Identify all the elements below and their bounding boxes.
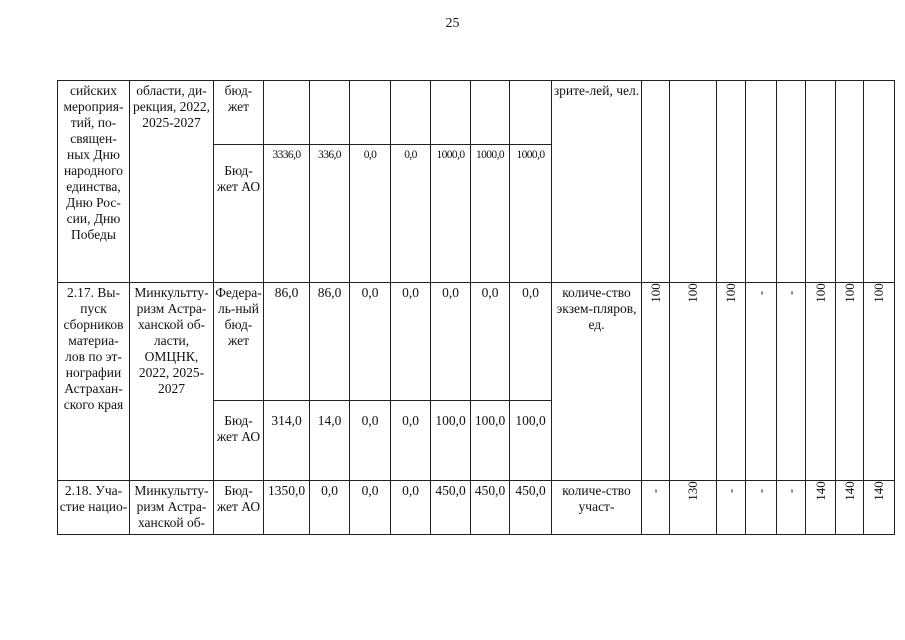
funding-source: Бюд-жет АО xyxy=(214,145,264,283)
target-value: 100 xyxy=(841,283,857,303)
target-value: 140 xyxy=(812,481,828,501)
value-cell: 86,0 xyxy=(310,283,350,401)
value-cell: 0,0 xyxy=(391,145,431,283)
target-value: 100 xyxy=(685,283,700,303)
funding-source: Бюд-жет АО xyxy=(214,401,264,481)
value-cell: 1350,0 xyxy=(264,481,310,535)
target-cell xyxy=(717,283,746,481)
target-value: - xyxy=(783,488,798,494)
target-cell xyxy=(777,283,806,481)
value-cell: 336,0 xyxy=(310,145,350,283)
value-cell: 0,0 xyxy=(350,481,391,535)
page-number: 25 xyxy=(445,16,460,31)
target-cell xyxy=(642,481,670,535)
value-cell: 0,0 xyxy=(350,145,391,283)
target-cell xyxy=(836,81,864,283)
table-row xyxy=(58,481,895,535)
value-cell: 0,0 xyxy=(510,283,552,401)
value-cell xyxy=(471,81,510,145)
target-value: - xyxy=(753,290,768,296)
target-cell xyxy=(746,481,777,535)
target-cell xyxy=(864,283,895,481)
activity-name: 2.17. Вы-пуск сборников материа-лов по эт-нографии Астрахан-ского края xyxy=(58,283,130,481)
value-cell: 0,0 xyxy=(350,283,391,401)
target-cell xyxy=(836,481,864,535)
target-cell xyxy=(864,81,895,283)
program-table xyxy=(57,80,895,535)
executor-cell: Минкультту-ризм Астра-ханской об- xyxy=(130,481,214,535)
target-value: 140 xyxy=(841,481,857,501)
target-cell xyxy=(746,283,777,481)
value-cell: 100,0 xyxy=(510,401,552,481)
target-cell xyxy=(836,283,864,481)
value-cell: 0,0 xyxy=(431,283,471,401)
funding-source: Федера-ль-ный бюд-жет xyxy=(214,283,264,401)
target-cell xyxy=(746,81,777,283)
indicator-cell: количе-ство экзем-пляров, ед. xyxy=(552,283,642,481)
target-cell xyxy=(806,283,836,481)
value-cell: 0,0 xyxy=(471,283,510,401)
table-row xyxy=(58,81,895,145)
indicator-cell: количе-ство участ- xyxy=(552,481,642,535)
target-value: 100 xyxy=(723,283,738,303)
funding-source: Бюд-жет АО xyxy=(214,481,264,535)
value-cell xyxy=(391,81,431,145)
target-cell xyxy=(806,481,836,535)
value-cell xyxy=(350,81,391,145)
target-cell xyxy=(670,283,717,481)
target-value: 140 xyxy=(871,481,886,501)
target-value: 100 xyxy=(812,283,828,303)
target-value: 100 xyxy=(871,283,886,303)
target-value: - xyxy=(753,488,768,494)
value-cell: 100,0 xyxy=(431,401,471,481)
executor-cell: области, ди-рекция, 2022, 2025-2027 xyxy=(130,81,214,283)
target-cell xyxy=(642,81,670,283)
executor-cell: Минкультту-ризм Астра-ханской об-ласти, ОМЦНК, 2022, 2025-2027 xyxy=(130,283,214,481)
value-cell: 14,0 xyxy=(310,401,350,481)
value-cell: 450,0 xyxy=(510,481,552,535)
target-cell xyxy=(717,81,746,283)
target-value: - xyxy=(723,488,738,494)
target-value: 100 xyxy=(647,283,663,303)
indicator-cell: зрите-лей, чел. xyxy=(552,81,642,283)
value-cell xyxy=(264,81,310,145)
target-value: - xyxy=(783,290,798,296)
value-cell: 0,0 xyxy=(391,481,431,535)
value-cell: 86,0 xyxy=(264,283,310,401)
value-cell xyxy=(310,81,350,145)
target-cell xyxy=(806,81,836,283)
value-cell: 0,0 xyxy=(391,283,431,401)
target-cell xyxy=(670,81,717,283)
funding-source: бюд-жет xyxy=(214,81,264,145)
value-cell xyxy=(510,81,552,145)
activity-name: сийских мероприя-тий, по-священ-ных Дню народного единства, Дню Рос-сии, Дню Победы xyxy=(58,81,130,283)
value-cell: 314,0 xyxy=(264,401,310,481)
value-cell: 100,0 xyxy=(471,401,510,481)
target-cell xyxy=(777,81,806,283)
target-cell xyxy=(777,481,806,535)
value-cell: 450,0 xyxy=(471,481,510,535)
target-value: 130 xyxy=(685,481,700,501)
value-cell: 0,0 xyxy=(310,481,350,535)
target-cell xyxy=(717,481,746,535)
value-cell: 3336,0 xyxy=(264,145,310,283)
value-cell: 1000,0 xyxy=(431,145,471,283)
target-value: - xyxy=(647,488,663,494)
target-cell xyxy=(864,481,895,535)
activity-name: 2.18. Уча-стие нацио- xyxy=(58,481,130,535)
table-row xyxy=(58,283,895,401)
value-cell: 0,0 xyxy=(391,401,431,481)
value-cell: 1000,0 xyxy=(510,145,552,283)
value-cell xyxy=(431,81,471,145)
value-cell: 1000,0 xyxy=(471,145,510,283)
target-cell xyxy=(670,481,717,535)
value-cell: 0,0 xyxy=(350,401,391,481)
value-cell: 450,0 xyxy=(431,481,471,535)
target-cell xyxy=(642,283,670,481)
